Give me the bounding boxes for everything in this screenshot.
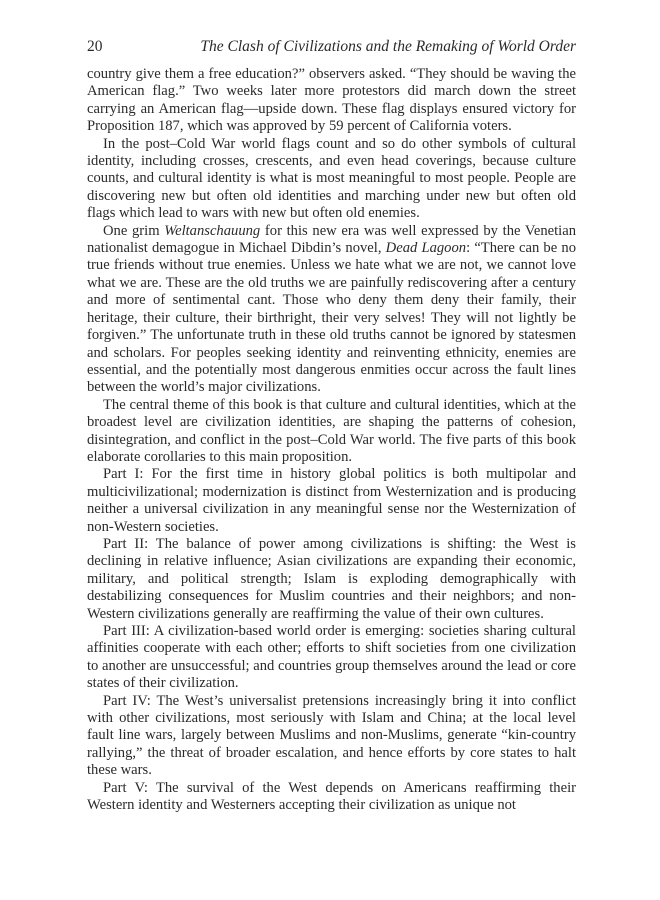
page-header [87,38,576,66]
paragraph-4: The central theme of this book is that culture and cultural identities, which at the broadest level are civilization identities, are shaping the patterns of cohesion, disintegration, and conflict in the post–Cold War world. The five parts of this book elaborate corollaries to this main proposition. [87,396,576,465]
novel-title: Dead Lagoon [385,240,467,257]
paragraph-part-4: Part IV: The West’s universalist pretensions increasingly bring it into conflict with other civilizations, most seriously with Islam and China; at the local level fault line wars, largely between Muslims and non-Muslims, generate “kin-country rallying,” the threat of broader escalation, and hence efforts by core states to halt these wars. [87,692,576,779]
paragraph-2: In the post–Cold War world flags count and so do other symbols of cultural identity, including crosses, crescents, and even head coverings, because culture counts, and cultural identity is what is most meaningful to most people. People are discovering new but often old identities and marching under new but often old flags which lead to wars with new but often old enemies. [87,135,576,222]
paragraph-part-1: Part I: For the first time in history global politics is both multipolar and multicivilizational; modernization is distinct from Westernization and is producing neither a universal civilization in any meaningful sense nor the Westernization of non-Western societies. [87,466,576,535]
paragraph-part-3: Part III: A civilization-based world order is emerging: societies sharing cultural affinities cooperate with each other; efforts to shift societies from one civilization to another are unsuccessful; and countries group themselves around the lead or core states of their civilization. [87,623,576,692]
paragraph-3 [87,223,576,397]
paragraph-part-2: Part II: The balance of power among civilizations is shifting: the West is declining in relative influence; Asian civilizations are expanding their economic, military, and political strength; Islam is exploding demographically with destabilizing consequences for Muslim countries and their neighbors; and non-Western civilizations generally are reaffirming the value of their own cultures. [87,535,576,622]
paragraph-1: country give them a free education?” observers asked. “They should be waving the American flag.” Two weeks later more protestors did march down the street carrying an American flag—upside down. These flag displays ensured victory for Proposition 187, which was approved by 59 percent of California voters. [87,66,576,135]
paragraph-3-middle: for this new era was well expressed by the Venetian nationalist demagogue in Michael Dibdin’s novel, [87,222,576,257]
body-text [87,66,576,814]
page-number: 20 [87,38,103,55]
paragraph-3-end: : “There can be no true friends without true enemies. Unless we hate what we are not, we cannot love what we are. These are the old truths we are painfully rediscovering after a century and more of sentimental cant. Those who deny them deny their family, their heritage, their culture, their birthright, their very selves! They will not lightly be forgiven.” The unfortunate truth in these old truths cannot be ignored by statesmen and scholars. For peoples seeking identity and reinventing ethnicity, enemies are essential, and the potentially most dangerous enmities occur across the fault lines between the world’s major civilizations. [87,240,576,396]
paragraph-part-5: Part V: The survival of the West depends on Americans reaffirming their Western identity and Westerners accepting their civilization as unique not [87,779,576,814]
running-title: The Clash of Civilizations and the Remaking of World Order [200,38,576,55]
term-weltanschauung: Weltanschauung [164,222,261,239]
paragraph-3-start: One grim [103,222,165,239]
